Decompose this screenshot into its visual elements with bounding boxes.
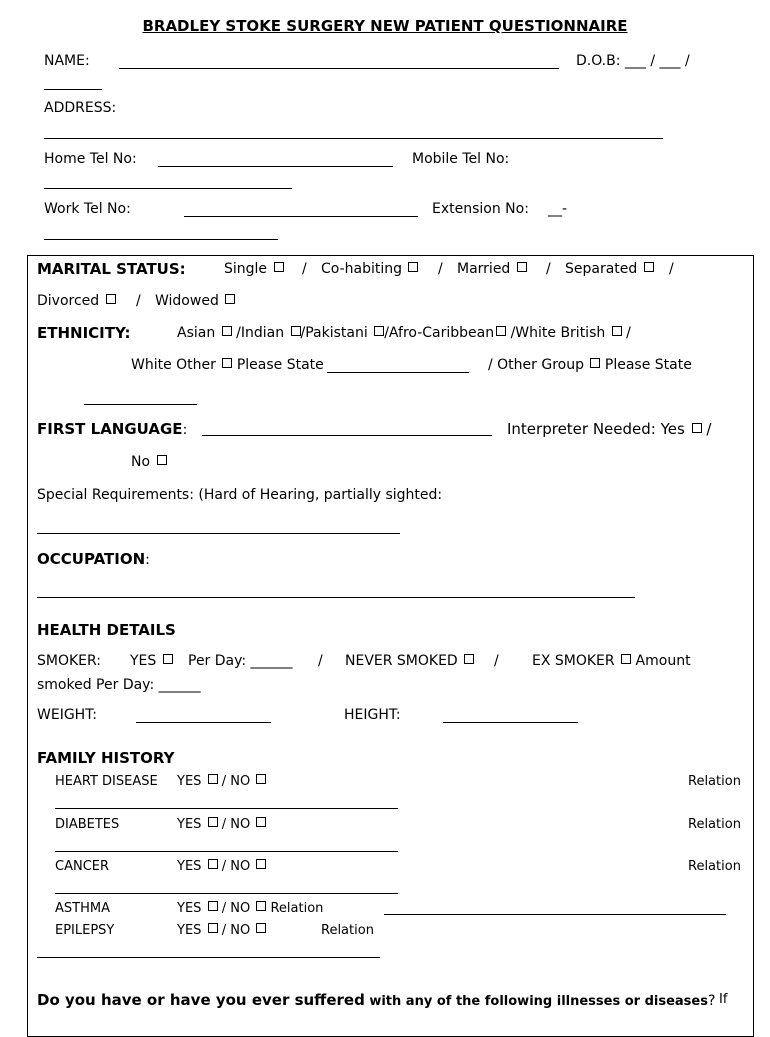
option-separated[interactable]: Separated: [565, 261, 654, 277]
diabetes-relation-field[interactable]: [55, 851, 398, 852]
family-row-asthma: ASTHMA: [55, 901, 110, 916]
weight-label: WEIGHT:: [37, 707, 97, 723]
special-requirements-label: Special Requirements: (Hard of Hearing, partially sighted:: [37, 487, 443, 503]
option-cohabiting[interactable]: Co-habiting: [321, 261, 418, 277]
white-british-checkbox[interactable]: [612, 326, 622, 336]
illness-question: Do you have or have you ever suffered with any of the following illnesses or diseases?: [37, 991, 716, 1009]
asthma-no-checkbox[interactable]: [256, 901, 266, 911]
name-label: NAME:: [44, 53, 90, 69]
first-language-field[interactable]: [202, 435, 492, 436]
diabetes-yes-checkbox[interactable]: [208, 817, 218, 827]
mobile-tel-field[interactable]: [44, 188, 292, 189]
family-row-cancer: CANCER: [55, 859, 110, 874]
name-field[interactable]: [119, 68, 559, 69]
occupation-heading: OCCUPATION:: [37, 550, 150, 568]
cancer-yes-checkbox[interactable]: [208, 859, 218, 869]
epilepsy-yes-checkbox[interactable]: [208, 923, 218, 933]
ethnicity-options-line: Asian /Indian /Pakistani /Afro-Caribbean /White British /: [177, 325, 631, 341]
white-other-option: White Other Please State: [131, 357, 324, 373]
interpreter-needed: Interpreter Needed: Yes /: [507, 420, 712, 438]
pakistani-checkbox[interactable]: [374, 326, 384, 336]
special-requirements-field[interactable]: [37, 533, 400, 534]
other-group-option: / Other Group Please State: [488, 357, 692, 373]
dob-label[interactable]: D.O.B: ___ / ___ /: [576, 53, 690, 69]
interpreter-no-checkbox[interactable]: [157, 455, 167, 465]
heart-yes-no: YES / NO: [177, 774, 266, 789]
occupation-field[interactable]: [37, 597, 635, 598]
weight-field[interactable]: [136, 722, 271, 723]
other-group-checkbox[interactable]: [590, 358, 600, 368]
asthma-relation-field[interactable]: [384, 914, 726, 915]
extension-label: Extension No:: [432, 201, 529, 217]
other-group-state-field[interactable]: [84, 404, 197, 405]
ex-smoker: EX SMOKER Amount: [532, 653, 691, 669]
family-row-heart-disease: HEART DISEASE: [55, 774, 158, 789]
dob-year-field[interactable]: [44, 89, 102, 90]
separator: /: [136, 293, 141, 309]
amount-smoked-field[interactable]: smoked Per Day: ______: [37, 677, 201, 693]
separator: /: [546, 261, 551, 277]
cancer-relation-label: Relation: [688, 859, 741, 874]
family-row-diabetes: DIABETES: [55, 817, 120, 832]
heart-relation-label: Relation: [688, 774, 741, 789]
address-label: ADDRESS:: [44, 100, 117, 116]
afro-caribbean-checkbox[interactable]: [496, 326, 506, 336]
separator: /: [438, 261, 443, 277]
asthma-yes-checkbox[interactable]: [208, 901, 218, 911]
ex-smoker-checkbox[interactable]: [621, 654, 631, 664]
separator: /: [669, 261, 674, 277]
option-married[interactable]: Married: [457, 261, 527, 277]
work-tel-label: Work Tel No:: [44, 201, 131, 217]
form-title: BRADLEY STOKE SURGERY NEW PATIENT QUESTIONNAIRE: [142, 17, 628, 35]
option-divorced[interactable]: Divorced: [37, 293, 116, 309]
height-field[interactable]: [443, 722, 578, 723]
option-single[interactable]: Single: [224, 261, 284, 277]
diabetes-no-checkbox[interactable]: [256, 817, 266, 827]
divorced-checkbox[interactable]: [106, 294, 116, 304]
work-tel-field-continued[interactable]: [44, 239, 278, 240]
never-smoked: NEVER SMOKED: [345, 653, 474, 669]
separator: /: [302, 261, 307, 277]
family-row-epilepsy: EPILEPSY: [55, 923, 115, 938]
interpreter-yes-checkbox[interactable]: [692, 423, 702, 433]
heart-yes-checkbox[interactable]: [208, 774, 218, 784]
option-widowed[interactable]: Widowed: [155, 293, 235, 309]
extension-field[interactable]: __-: [548, 201, 568, 217]
asian-checkbox[interactable]: [222, 326, 232, 336]
height-label: HEIGHT:: [344, 707, 401, 723]
smoker-yes-checkbox[interactable]: [163, 654, 173, 664]
epilepsy-relation-label: Relation: [321, 923, 374, 938]
first-language-heading: FIRST LANGUAGE:: [37, 420, 188, 438]
health-details-heading: HEALTH DETAILS: [37, 621, 176, 639]
separated-checkbox[interactable]: [644, 262, 654, 272]
single-checkbox[interactable]: [274, 262, 284, 272]
address-field[interactable]: [44, 138, 663, 139]
marital-status-heading: MARITAL STATUS:: [37, 260, 186, 278]
white-other-checkbox[interactable]: [222, 358, 232, 368]
heart-no-checkbox[interactable]: [256, 774, 266, 784]
interpreter-no: No: [131, 454, 167, 470]
smoker-yes: YES: [130, 653, 173, 669]
mobile-tel-label: Mobile Tel No:: [412, 151, 510, 167]
diabetes-relation-label: Relation: [688, 817, 741, 832]
ethnicity-heading: ETHNICITY:: [37, 324, 131, 342]
per-day-field[interactable]: Per Day: ______: [188, 653, 293, 669]
cohabiting-checkbox[interactable]: [408, 262, 418, 272]
cancer-yes-no: YES / NO: [177, 859, 266, 874]
home-tel-label: Home Tel No:: [44, 151, 137, 167]
separator: /: [318, 653, 323, 669]
home-tel-field[interactable]: [158, 166, 393, 167]
family-history-heading: FAMILY HISTORY: [37, 749, 175, 767]
epilepsy-relation-field[interactable]: [37, 957, 380, 958]
cancer-relation-field[interactable]: [55, 893, 398, 894]
indian-checkbox[interactable]: [291, 326, 301, 336]
diabetes-yes-no: YES / NO: [177, 817, 266, 832]
asthma-yes-no: YES / NO Relation: [177, 901, 324, 916]
smoker-label: SMOKER:: [37, 653, 102, 669]
epilepsy-no-checkbox[interactable]: [256, 923, 266, 933]
heart-relation-field[interactable]: [55, 808, 398, 809]
work-tel-field[interactable]: [184, 216, 418, 217]
separator: /: [494, 653, 499, 669]
married-checkbox[interactable]: [517, 262, 527, 272]
illness-if: If: [719, 992, 728, 1007]
never-smoked-checkbox[interactable]: [464, 654, 474, 664]
white-other-state-field[interactable]: [327, 372, 469, 373]
cancer-no-checkbox[interactable]: [256, 859, 266, 869]
widowed-checkbox[interactable]: [225, 294, 235, 304]
epilepsy-yes-no: YES / NO: [177, 923, 266, 938]
